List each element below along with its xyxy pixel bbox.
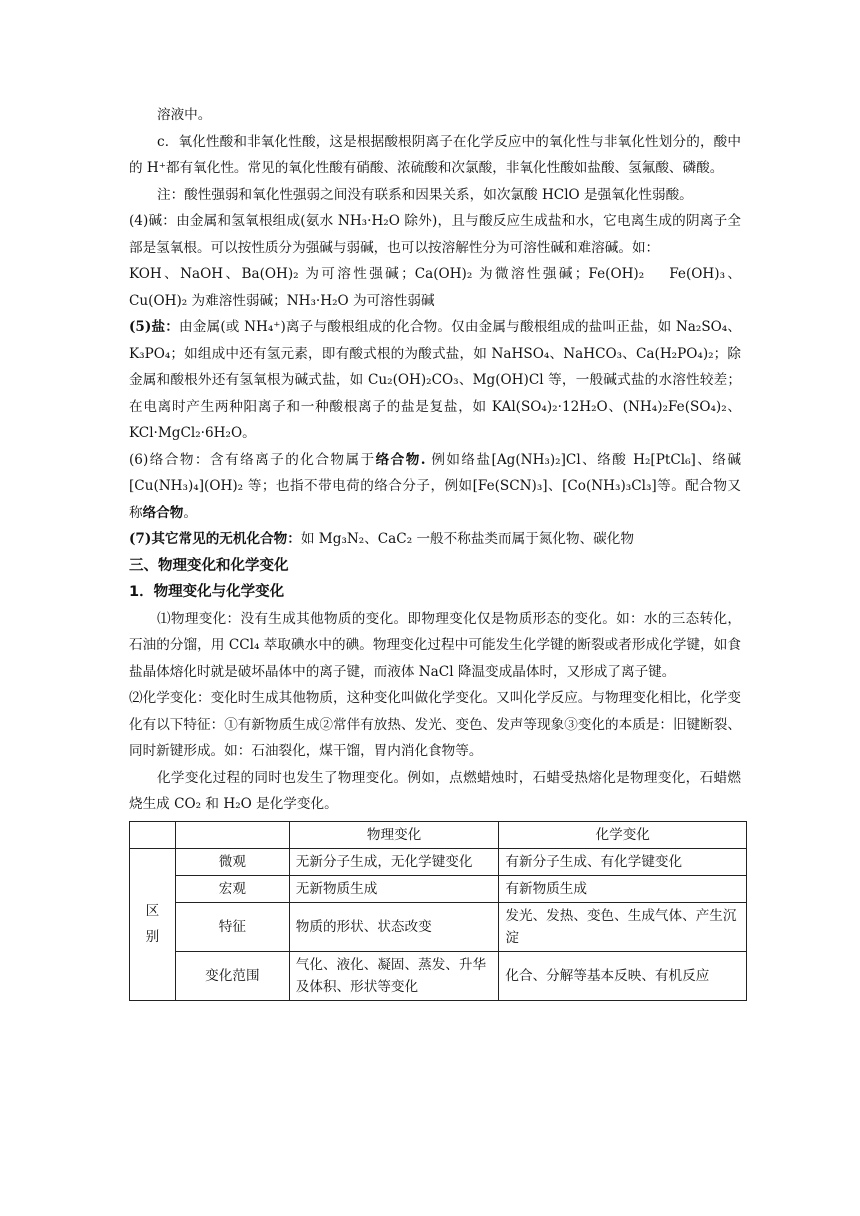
paragraph-oxidizing-acids: c．氧化性酸和非氧化性酸，这是根据酸根阴离子在化学反应中的氧化性与非氧化性划分的，酸中的 H⁺都有氧化性。常见的氧化性酸有硝酸、浓硫酸和次氯酸，非氧化性酸如盐酸、氢氟酸、磷酸。 <box>129 133 741 176</box>
chemical-cell: 有新分子生成、有化学键变化 <box>499 848 747 875</box>
chemical-cell: 有新物质生成 <box>499 875 747 902</box>
row-label: 特征 <box>175 902 289 951</box>
row-label: 变化范围 <box>175 951 289 1000</box>
table-row <box>130 875 747 902</box>
table-header-row <box>130 821 747 848</box>
chemical-cell: 化合、分解等基本反映、有机反应 <box>499 951 747 1000</box>
table-corner-cell <box>130 821 176 848</box>
paragraph-other-compounds <box>129 526 741 553</box>
subsection-heading: 1．物理变化与化学变化 <box>129 584 285 600</box>
comparison-table <box>129 821 747 1001</box>
complexes-text-a: (6)络合物：含有络离子的化合物属于 <box>129 451 376 468</box>
other-compounds-label: (7)其它常见的无机化合物： <box>129 531 301 547</box>
physical-cell: 无新物质生成 <box>289 875 499 902</box>
table-row <box>130 902 747 951</box>
paragraph-complexes <box>129 447 741 527</box>
row-label: 微观 <box>175 848 289 875</box>
paragraph-combined-change: 化学变化过程的同时也发生了物理变化。例如，点燃蜡烛时，石蜡受热熔化是物理变化，石蜡燃烧生成 CO₂ 和 H₂O 是化学变化。 <box>129 769 741 812</box>
complexes-bold-term-2: 络合物 <box>142 504 184 521</box>
physical-cell: 气化、液化、凝固、蒸发、升华及体积、形状等变化 <box>289 951 499 1000</box>
paragraph-bases: (4)碱：由金属和氢氧根组成(氨水 NH₃·H₂O 除外)，且与酸反应生成盐和水，它电离生成的阴离子全部是氢氧根。可以按性质分为强碱与弱碱，也可以按溶解性分为可溶性碱和难溶碱。如： <box>129 213 741 256</box>
complexes-text-c: 例如络盐[Ag(NH₃)₂]Cl、络酸 H₂[PtCl₆]、络碱[Cu(NH₃)₄](OH)₂ 等；也指不带电荷的络合分子，例如[Fe(SCN)₃]、[Co(NH₃)₃Cl₃]等。配合物又称 <box>129 451 742 521</box>
table-row <box>130 848 747 875</box>
row-label: 宏观 <box>175 875 289 902</box>
table-row <box>130 951 747 1000</box>
physical-cell: 物质的形状、状态改变 <box>289 902 499 951</box>
table-corner-cell-2 <box>175 821 289 848</box>
other-compounds-text: 如 Mg₃N₂、CaC₂ 一般不称盐类而属于氮化物、碳化物 <box>300 531 634 547</box>
header-chemical-change: 化学变化 <box>499 821 747 848</box>
salts-text: 由金属(或 NH₄⁺)离子与酸根组成的化合物。仅由金属与酸根组成的盐叫正盐，如 Na₂SO₄、K₃PO₄；如组成中还有氢元素，即有酸式根的为酸式盐，如 NaHSO₄、NaHCO₃、Ca(H₂PO₄)₂；除金属和酸根外还有氢氧根为碱式盐，如 Cu₂(OH)₂CO₃、Mg(OH)Cl 等，一般碱式盐的水溶性较差；在电离时产生两种阳离子和一种酸根离子的盐是复盐，如 KAl(SO₄)₂·12H₂O、(NH₄)₂Fe(SO₄)₂、KCl·MgCl₂·6H₂O。 <box>129 319 741 441</box>
document-body <box>129 102 741 1001</box>
section-heading: 三、物理变化和化学变化 <box>129 557 289 574</box>
paragraph-chemical-change: ⑵化学变化：变化时生成其他物质，这种变化叫做化学变化。又叫化学反应。与物理变化相比，化学变化有以下特征：①有新物质生成②常伴有放热、发光、变色、发声等现象③变化的本质是：旧键断裂、同时新键形成。如：石油裂化，煤干馏，胃内消化食物等。 <box>129 690 741 759</box>
paragraph-physical-change: ⑴物理变化：没有生成其他物质的变化。即物理变化仅是物质形态的变化。如：水的三态转化，石油的分馏，用 CCl₄ 萃取碘水中的碘。物理变化过程中可能发生化学键的断裂或者形成化学键，如食盐晶体熔化时就是破坏晶体中的离子键，而液体 NaCl 降温变成晶体时，又形成了离子键。 <box>129 610 741 680</box>
header-physical-change: 物理变化 <box>289 821 499 848</box>
paragraph-base-examples: KOH、NaOH、Ba(OH)₂ 为可溶性强碱；Ca(OH)₂ 为微溶性强碱；Fe(OH)₂ Fe(OH)₃、Cu(OH)₂ 为难溶性弱碱；NH₃·H₂O 为可溶性弱碱 <box>129 266 741 309</box>
group-label-cell: 区 别 <box>130 848 176 1000</box>
paragraph-solution-end: 溶液中。 <box>157 107 212 123</box>
chemical-cell: 发光、发热、变色、生成气体、产生沉淀 <box>499 902 747 951</box>
physical-cell: 无新分子生成，无化学键变化 <box>289 848 499 875</box>
complexes-text-e: 。 <box>183 504 197 521</box>
paragraph-salts <box>129 314 741 447</box>
complexes-bold-term: 络合物. <box>375 451 426 468</box>
salts-label: (5)盐： <box>129 319 180 335</box>
paragraph-note: 注：酸性强弱和氧化性强弱之间没有联系和因果关系，如次氯酸 HClO 是强氧化性弱酸。 <box>157 186 693 203</box>
